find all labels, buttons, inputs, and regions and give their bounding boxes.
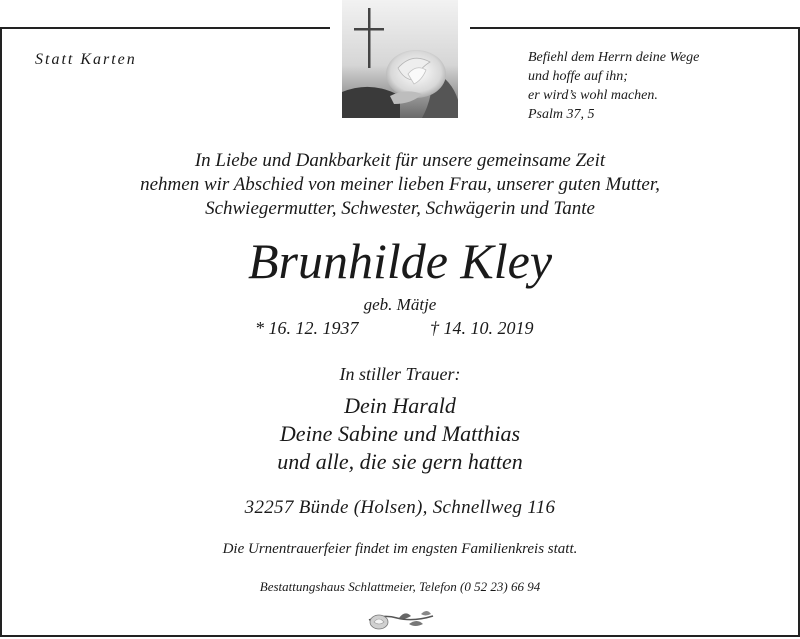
intro-line-2: nehmen wir Abschied von meiner lieben Frau, unserer guten Mutter,: [140, 174, 660, 195]
funeral-home: Bestattungshaus Schlattmeier, Telefon (0 52 23) 66 94: [259, 579, 541, 594]
birth-date: * 16. 12. 1937: [255, 318, 359, 338]
intro-line-3: Schwiegermutter, Schwester, Schwägerin und Tante: [205, 198, 595, 219]
address: 32257 Bünde (Holsen), Schnellweg 116: [244, 497, 556, 518]
death-date: † 14. 10. 2019: [430, 318, 534, 338]
mourner-line-3: und alle, die sie gern hatten: [277, 449, 523, 474]
cross-rose-photo-icon: [342, 0, 458, 118]
ceremony-note: Die Urnentrauerfeier findet im engsten Familienkreis statt.: [222, 541, 578, 557]
verse-reference: Psalm 37, 5: [528, 107, 595, 122]
mourner-line-1: Dein Harald: [344, 393, 456, 418]
frame-top-right: [470, 27, 800, 29]
verse-line-1: Befiehl dem Herrn deine Wege: [528, 50, 700, 65]
statt-karten-label: Statt Karten: [35, 51, 137, 68]
verse-line-2: und hoffe auf ihn;: [528, 69, 628, 84]
mourner-line-2: Deine Sabine und Matthias: [279, 421, 521, 446]
deceased-name: Brunhilde Kley: [247, 233, 553, 289]
verse-line-3: er wird’s wohl machen.: [528, 88, 658, 103]
mourning-heading: In stiller Trauer:: [339, 364, 461, 384]
intro-line-1: In Liebe und Dankbarkeit für unsere gemeinsame Zeit: [194, 150, 606, 171]
maiden-name: geb. Mätje: [363, 295, 437, 314]
frame-top-left: [0, 27, 330, 29]
rose-ornament-icon: [365, 604, 437, 634]
